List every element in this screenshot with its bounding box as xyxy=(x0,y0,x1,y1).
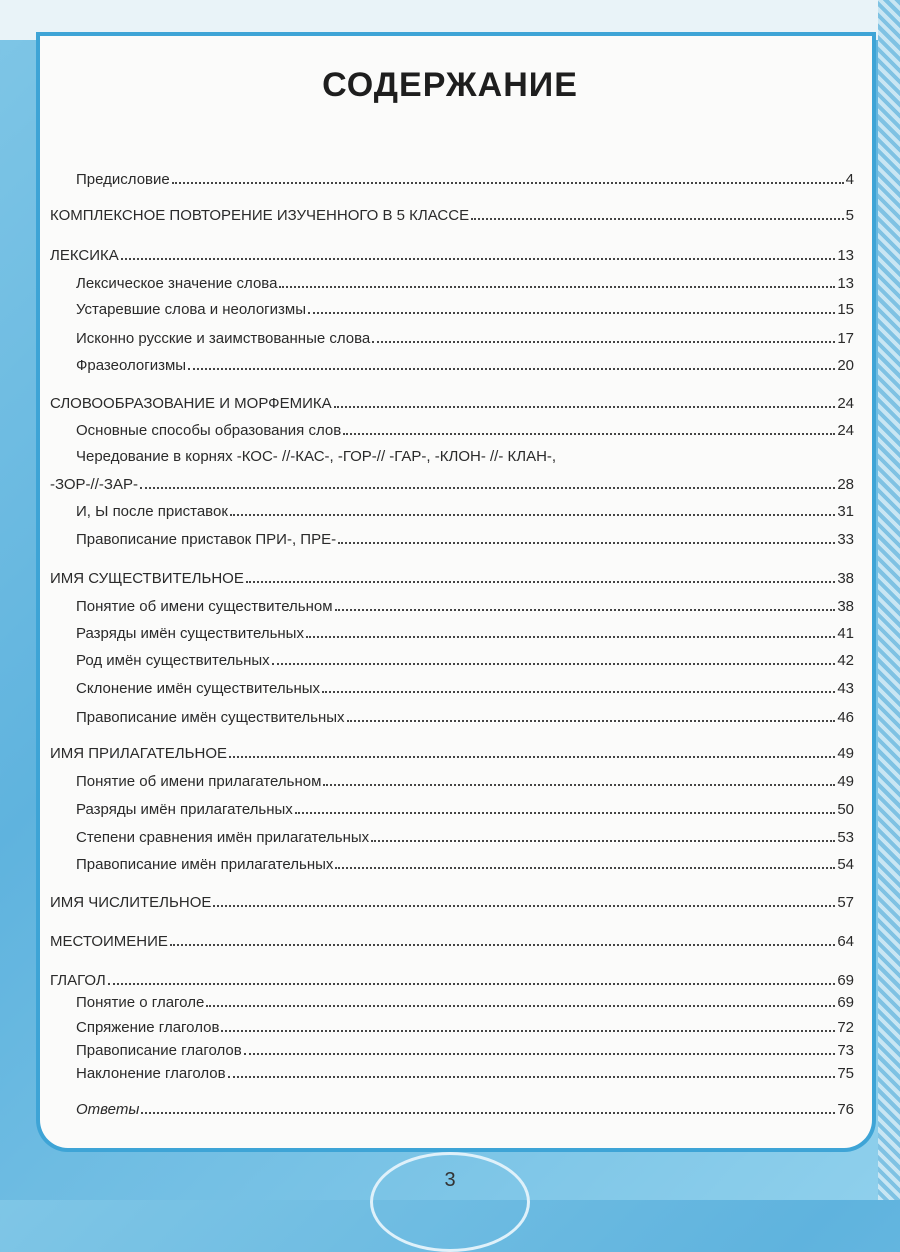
dot-leader xyxy=(230,514,835,516)
toc-entry-label: КОМПЛЕКСНОЕ ПОВТОРЕНИЕ ИЗУЧЕННОГО В 5 КЛАССЕ xyxy=(50,207,470,224)
toc-entry-label: Склонение имён существительных xyxy=(76,680,321,697)
toc-entry-page: 69 xyxy=(837,994,854,1011)
toc-entry[interactable] xyxy=(50,745,854,763)
toc-entry-label: Род имён существительных xyxy=(76,652,270,669)
toc-entry[interactable] xyxy=(76,1019,854,1037)
dot-leader xyxy=(335,867,835,869)
toc-entry[interactable] xyxy=(76,994,854,1012)
toc-entry-label: Понятие об имени существительном xyxy=(76,598,333,615)
dot-leader xyxy=(295,812,836,814)
toc-entry[interactable] xyxy=(76,1101,854,1119)
toc-entry-label: СЛОВООБРАЗОВАНИЕ И МОРФЕМИКА xyxy=(50,395,332,412)
toc-entry[interactable] xyxy=(50,894,854,912)
toc-entry[interactable] xyxy=(76,275,854,293)
toc-entry-label: Правописание имён прилагательных xyxy=(76,856,334,873)
toc-entry-label: ИМЯ СУЩЕСТВИТЕЛЬНОЕ xyxy=(50,570,244,587)
toc-entry-label: ИМЯ ПРИЛАГАТЕЛЬНОЕ xyxy=(50,745,228,762)
toc-entry-label: Правописание глаголов xyxy=(76,1042,242,1059)
page-top-strip xyxy=(0,0,900,40)
toc-entry-label: И, Ы после приставок xyxy=(76,503,228,520)
page-number: 3 xyxy=(444,1169,456,1191)
toc-entry-page: 42 xyxy=(837,652,854,669)
toc-entry-page: 24 xyxy=(837,395,854,412)
toc-entry-page: 13 xyxy=(837,275,854,292)
toc-entry-page: 73 xyxy=(837,1042,854,1059)
dot-leader xyxy=(244,1053,836,1055)
toc-entry-label: ИМЯ ЧИСЛИТЕЛЬНОЕ xyxy=(50,894,212,911)
toc-entry[interactable] xyxy=(76,652,854,670)
toc-entry-page: 69 xyxy=(837,972,854,989)
toc-entry-label: Правописание имён существительных xyxy=(76,709,345,726)
toc-entry-page: 72 xyxy=(837,1019,854,1036)
toc-entry-page: 49 xyxy=(837,773,854,790)
toc-entry-label: Чередование в корнях -КОС- //-КАС-, -ГОР-// -ГАР-, -КЛОН- //- КЛАН-, xyxy=(76,448,557,465)
toc-entry[interactable] xyxy=(76,1042,854,1060)
dot-leader xyxy=(471,218,844,220)
toc-entry[interactable] xyxy=(50,395,854,413)
toc-entry-label: МЕСТОИМЕНИЕ xyxy=(50,933,168,950)
toc-entry[interactable] xyxy=(50,972,854,990)
toc-entry-page: 17 xyxy=(837,330,854,347)
toc-entry-page: 5 xyxy=(845,207,854,224)
dot-leader xyxy=(322,691,835,693)
toc-entry[interactable] xyxy=(76,357,854,375)
toc-entry-page: 49 xyxy=(837,745,854,762)
toc-entry-label: Лексическое значение слова xyxy=(76,275,278,292)
page-title: СОДЕРЖАНИЕ xyxy=(322,66,578,104)
toc-entry-label: Основные способы образования слов xyxy=(76,422,342,439)
toc-entry-page: 54 xyxy=(837,856,854,873)
toc-entry-page: 28 xyxy=(837,476,854,493)
dot-leader xyxy=(108,983,836,985)
toc-entry[interactable] xyxy=(76,680,854,698)
dot-leader xyxy=(121,258,836,260)
toc-entry[interactable] xyxy=(50,207,854,225)
page-number-badge xyxy=(370,1152,530,1252)
toc-entry-label: Устаревшие слова и неологизмы xyxy=(76,301,306,318)
toc-entry[interactable] xyxy=(76,422,854,440)
toc-entry-label: Понятие об имени прилагательном xyxy=(76,773,322,790)
dot-leader xyxy=(308,312,835,314)
toc-entry-page: 57 xyxy=(837,894,854,911)
toc-entry-label: Предисловие xyxy=(76,171,170,188)
page-edge-decoration xyxy=(878,0,900,1200)
toc-entry-page: 20 xyxy=(837,357,854,374)
dot-leader xyxy=(306,636,835,638)
toc-entry[interactable] xyxy=(76,171,854,189)
toc-entry-page: 38 xyxy=(837,598,854,615)
toc-entry-page: 64 xyxy=(837,933,854,950)
toc-entry-label: Понятие о глаголе xyxy=(76,994,205,1011)
dot-leader xyxy=(170,944,835,946)
dot-leader xyxy=(338,542,835,544)
toc-entry-label: Правописание приставок ПРИ-, ПРЕ- xyxy=(76,531,337,548)
toc-entry-page: 46 xyxy=(837,709,854,726)
toc-entry-label: Исконно русские и заимствованные слова xyxy=(76,330,371,347)
toc-entry[interactable] xyxy=(50,933,854,951)
dot-leader xyxy=(141,1112,835,1114)
toc-entry[interactable] xyxy=(76,330,854,348)
dot-leader xyxy=(188,368,835,370)
toc-entry-page: 76 xyxy=(837,1101,854,1118)
dot-leader xyxy=(371,840,835,842)
toc-entry-label: ГЛАГОЛ xyxy=(50,972,106,989)
toc-entry-page: 43 xyxy=(837,680,854,697)
toc-entry-page: 24 xyxy=(837,422,854,439)
toc-entry-page: 41 xyxy=(837,625,854,642)
toc-entry[interactable] xyxy=(76,709,854,727)
toc-entry[interactable] xyxy=(50,476,854,494)
toc-entry[interactable] xyxy=(76,856,854,874)
toc-entry-label: Ответы xyxy=(76,1101,140,1118)
toc-entry-label: Разряды имён существительных xyxy=(76,625,304,642)
dot-leader xyxy=(323,784,835,786)
toc-entry-page: 31 xyxy=(837,503,854,520)
toc-entry-label: Наклонение глаголов xyxy=(76,1065,226,1082)
toc-entry-page: 53 xyxy=(837,829,854,846)
toc-entry-page: 4 xyxy=(845,171,854,188)
dot-leader xyxy=(229,756,835,758)
dot-leader xyxy=(206,1005,835,1007)
dot-leader xyxy=(221,1030,835,1032)
toc-entry[interactable] xyxy=(76,801,854,819)
toc-entry-label: -ЗОР-//-ЗАР- xyxy=(50,476,138,493)
toc-entry[interactable] xyxy=(76,829,854,847)
toc-entry-label: Фразеологизмы xyxy=(76,357,187,374)
toc-entry-page: 33 xyxy=(837,531,854,548)
toc-entry[interactable] xyxy=(76,625,854,643)
toc-entry[interactable] xyxy=(76,773,854,791)
toc-entry[interactable] xyxy=(50,570,854,588)
toc-entry[interactable] xyxy=(50,247,854,265)
toc-entry-label: ЛЕКСИКА xyxy=(50,247,119,264)
toc-entry-page: 75 xyxy=(837,1065,854,1082)
toc-entry[interactable] xyxy=(76,503,854,521)
dot-leader xyxy=(272,663,836,665)
toc-entry-label: Степени сравнения имён прилагательных xyxy=(76,829,370,846)
toc-entry-page: 13 xyxy=(837,247,854,264)
dot-leader xyxy=(347,720,836,722)
dot-leader xyxy=(172,182,844,184)
dot-leader xyxy=(279,286,835,288)
toc-entry-label: Разряды имён прилагательных xyxy=(76,801,293,818)
dot-leader xyxy=(372,341,835,343)
dot-leader xyxy=(213,905,835,907)
toc-entry-page: 50 xyxy=(837,801,854,818)
toc-entry[interactable] xyxy=(76,531,854,549)
dot-leader xyxy=(334,406,836,408)
toc-entry[interactable] xyxy=(76,598,854,616)
toc-entry-page: 15 xyxy=(837,301,854,318)
dot-leader xyxy=(335,609,836,611)
dot-leader xyxy=(246,581,835,583)
toc-entry-label: Спряжение глаголов xyxy=(76,1019,220,1036)
dot-leader xyxy=(140,487,835,489)
toc-entry[interactable] xyxy=(76,1065,854,1083)
toc-entry-page: 38 xyxy=(837,570,854,587)
dot-leader xyxy=(343,433,835,435)
dot-leader xyxy=(228,1076,836,1078)
toc-entry[interactable] xyxy=(76,301,854,319)
